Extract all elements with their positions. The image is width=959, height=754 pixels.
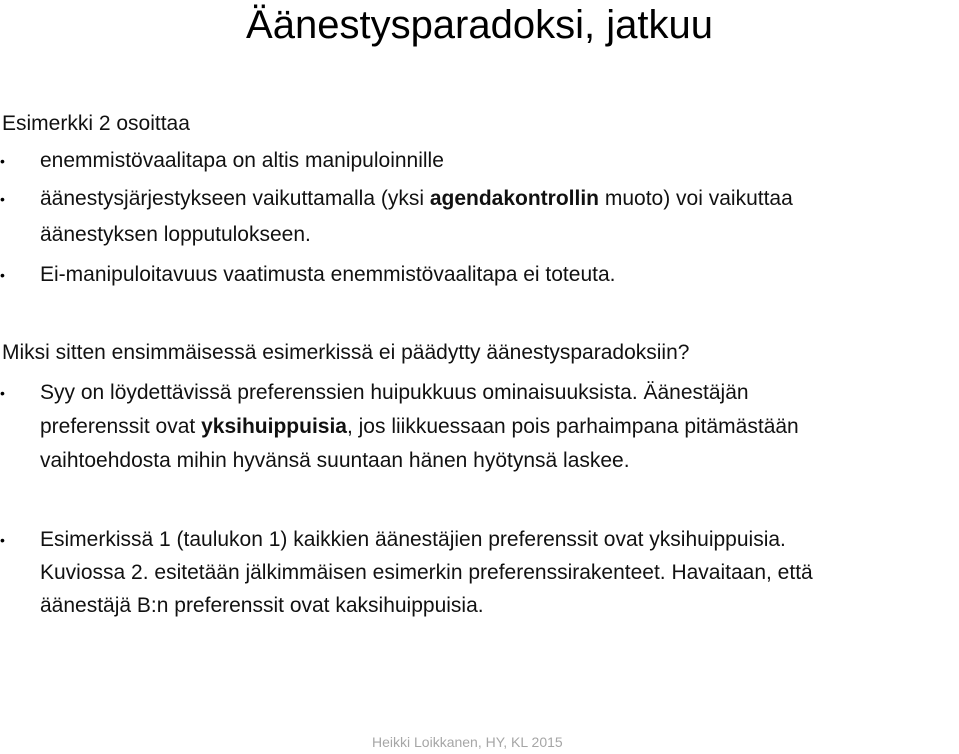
question-text: Miksi sitten ensimmäisessä esimerkissä ei päädytty äänestysparadoksiin? [2,341,690,364]
bullet-text-2-pre: äänestysjärjestykseen vaikuttamalla (yksi [40,187,430,210]
bullet-glyph: • [0,385,5,401]
bullet-glyph: • [0,267,5,283]
bullet-text-2 [40,186,793,212]
bullet-text-2-bold: agendakontrollin [429,187,600,210]
bullet-text-3: Ei-manipuloitavuus vaatimusta enemmistövaalitapa ei toteuta. [40,263,616,286]
bullet-text-1: enemmistövaalitapa on altis manipuloinnille [40,149,444,172]
bullet-b-line-2-pre: preferenssit ovat [40,415,202,438]
bullet-c-line-3: äänestäjä B:n preferenssit ovat kaksihuippuisia. [40,594,484,617]
bullet-b-line-1: Syy on löydettävissä preferenssien huipukkuus ominaisuuksista. Äänestäjän [40,381,749,404]
intro-text: Esimerkki 2 osoittaa [2,112,190,135]
bullet-text-2-cont: äänestyksen lopputulokseen. [40,223,311,246]
bullet-b-line-2-bold: yksihuippuisia [201,415,347,438]
bullet-b-line-3: vaihtoehdosta mihin hyvänsä suuntaan hänen hyötynsä laskee. [40,449,630,472]
bullet-text-2-post: muoto) voi vaikuttaa [599,187,793,210]
bullet-glyph: • [0,153,5,169]
footer-credit: Heikki Loikkanen, HY, KL 2015 [372,734,563,750]
bullet-glyph: • [0,532,5,548]
bullet-b-line-2 [40,414,799,440]
bullet-c-line-1: Esimerkissä 1 (taulukon 1) kaikkien äänestäjien preferenssit ovat yksihuippuisia. [40,528,786,551]
bullet-glyph: • [0,191,5,207]
bullet-c-line-2: Kuviossa 2. esitetään jälkimmäisen esimerkin preferenssirakenteet. Havaitaan, että [40,561,813,584]
bullet-b-line-2-post: , jos liikkuessaan pois parhaimpana pitämästään [346,415,799,438]
slide-title: Äänestysparadoksi, jatkuu [246,3,713,47]
